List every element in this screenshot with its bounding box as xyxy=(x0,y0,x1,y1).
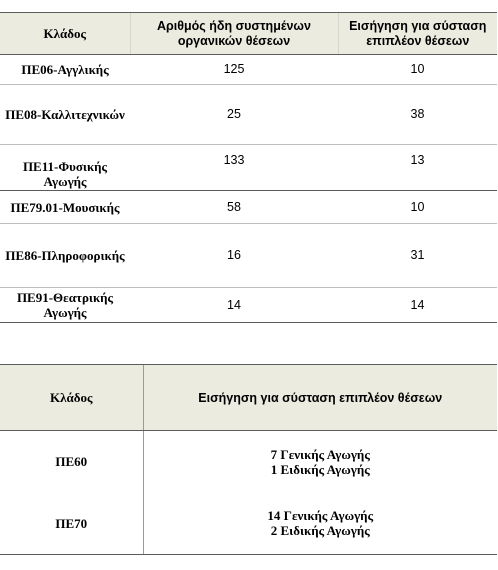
table-row xyxy=(0,224,497,288)
header-existing-positions: Αριθμός ήδη συστημένων οργανικών θέσεων xyxy=(130,13,338,55)
table-row xyxy=(0,145,497,191)
branch-cell: ΠΕ91-Θεατρικής Αγωγής xyxy=(0,288,130,323)
proposal-cell: 31 xyxy=(338,224,497,288)
existing-cell: 125 xyxy=(130,55,338,85)
table-row xyxy=(0,55,497,85)
branch-cell: ΠΕ08-Καλλιτεχνικών xyxy=(0,85,130,145)
table-row xyxy=(0,493,497,555)
header-branch: Κλάδος xyxy=(0,13,130,55)
table-row xyxy=(0,191,497,224)
primary-branches-table xyxy=(0,364,497,555)
table-row xyxy=(0,288,497,323)
positions-table xyxy=(0,12,497,323)
branch-cell: ΠΕ79.01-Μουσικής xyxy=(0,191,130,224)
proposal-cell: 13 xyxy=(338,145,497,191)
branch-cell: ΠΕ11-Φυσικής Αγωγής xyxy=(0,145,130,191)
existing-cell: 58 xyxy=(130,191,338,224)
proposal-cell: 10 xyxy=(338,191,497,224)
proposal-cell: 14 Γενικής Αγωγής 2 Ειδικής Αγωγής xyxy=(143,493,497,555)
branch-cell: ΠΕ70 xyxy=(0,493,143,555)
existing-cell: 133 xyxy=(130,145,338,191)
proposal-cell: 14 xyxy=(338,288,497,323)
branch-cell: ΠΕ86-Πληροφορικής xyxy=(0,224,130,288)
table-header-row xyxy=(0,13,497,55)
header-branch: Κλάδος xyxy=(0,365,143,431)
branch-cell: ΠΕ60 xyxy=(55,454,88,470)
proposal-cell: 38 xyxy=(338,85,497,145)
table-header-row xyxy=(0,365,497,431)
existing-cell: 16 xyxy=(130,224,338,288)
existing-cell: 14 xyxy=(130,288,338,323)
table-row xyxy=(0,431,497,493)
proposal-cell: 10 xyxy=(338,55,497,85)
header-proposed-positions: Εισήγηση για σύσταση επιπλέον θέσεων xyxy=(338,13,497,55)
branch-cell: ΠΕ06-Αγγλικής xyxy=(0,55,130,85)
table-row xyxy=(0,85,497,145)
header-proposed-positions: Εισήγηση για σύσταση επιπλέον θέσεων xyxy=(143,365,497,431)
proposal-cell: 7 Γενικής Αγωγής 1 Ειδικής Αγωγής xyxy=(143,431,497,493)
existing-cell: 25 xyxy=(130,85,338,145)
